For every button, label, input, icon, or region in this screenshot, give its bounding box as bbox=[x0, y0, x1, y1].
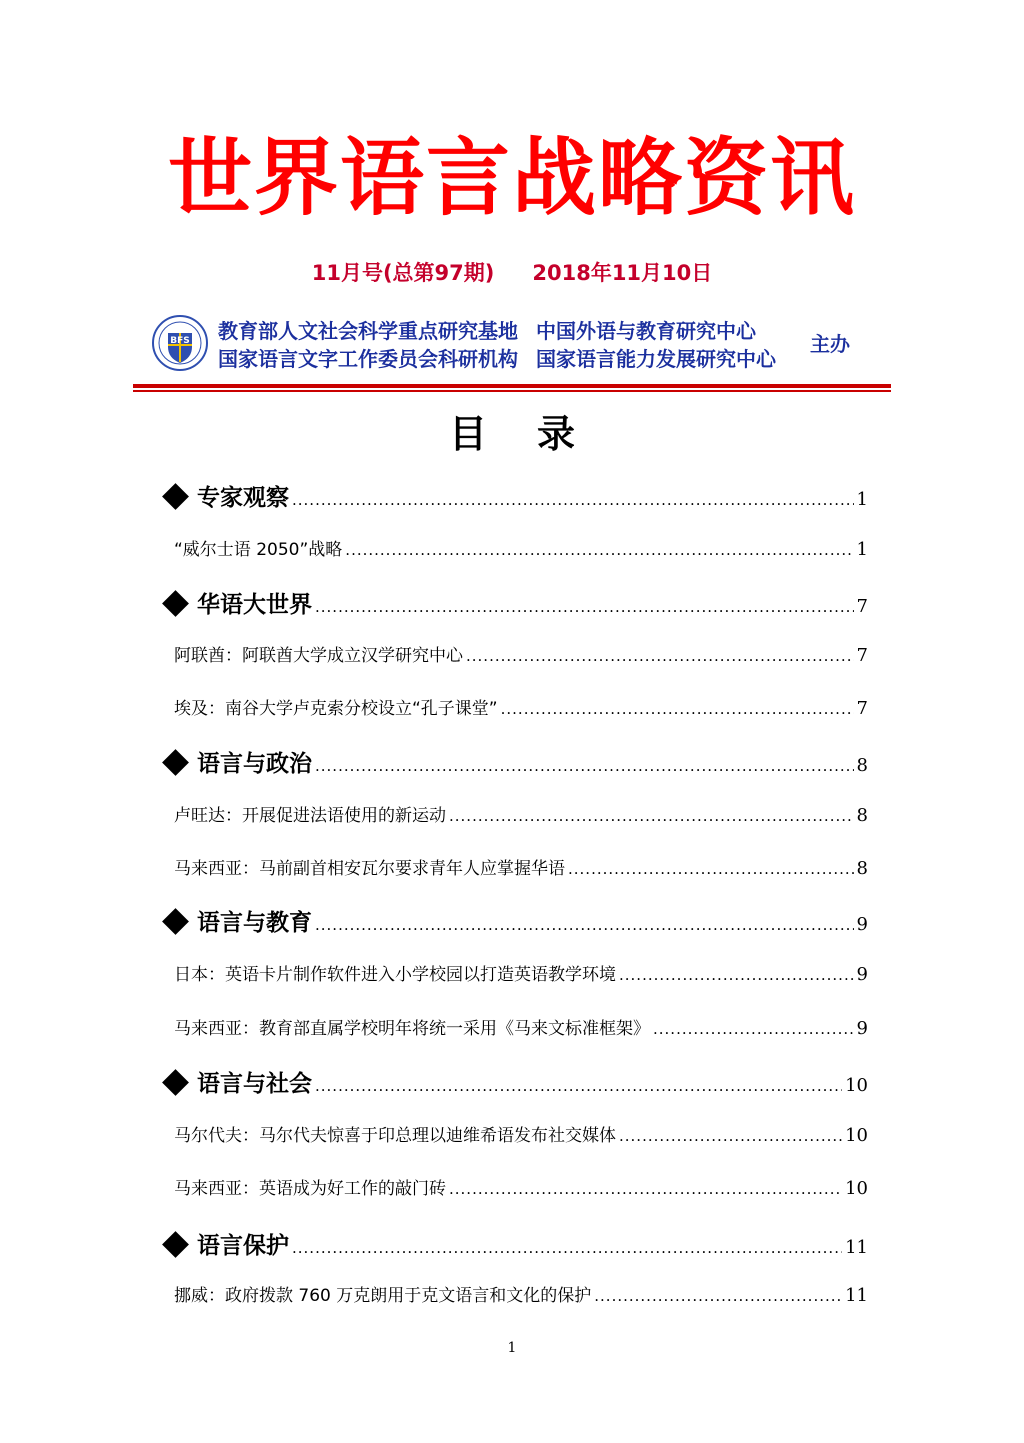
toc-entry[interactable] bbox=[174, 1015, 868, 1043]
toc-entry-title: 日本：英语卡片制作软件进入小学校园以打造英语教学环境 bbox=[174, 965, 616, 985]
issue-number: 11月号(总第97期) bbox=[311, 261, 495, 285]
toc-page-number: 8 bbox=[856, 858, 868, 879]
toc-entry-title: 马尔代夫：马尔代夫惊喜于印总理以迪维希语发布社交媒体 bbox=[174, 1126, 616, 1146]
toc-section-title: 语言与教育 bbox=[197, 910, 312, 936]
toc-entry[interactable] bbox=[174, 695, 868, 723]
toc-entry[interactable] bbox=[174, 642, 868, 670]
toc-entry-title: “威尔士语 2050”战略 bbox=[174, 540, 343, 560]
toc-page-number: 1 bbox=[856, 539, 868, 560]
toc-page-number: 9 bbox=[856, 1018, 868, 1039]
toc-page-number: 1 bbox=[856, 489, 868, 510]
dot-leader bbox=[449, 802, 854, 830]
dot-leader bbox=[315, 1070, 842, 1102]
issue-date: 2018年11月10日 bbox=[532, 261, 713, 285]
publication-title: 世界语言战略资讯 bbox=[167, 129, 856, 227]
header-divider-thick bbox=[133, 384, 891, 388]
toc-page-number: 8 bbox=[856, 805, 868, 826]
dot-leader bbox=[345, 536, 853, 564]
toc-section[interactable] bbox=[160, 589, 868, 623]
toc-entry[interactable] bbox=[174, 802, 868, 830]
dot-leader bbox=[315, 750, 854, 782]
dot-leader bbox=[315, 591, 854, 623]
toc-entry-title: 阿联酋：阿联酋大学成立汉学研究中心 bbox=[174, 646, 463, 666]
toc-section-title: 语言与社会 bbox=[197, 1071, 312, 1097]
toc-entry-title: 挪威：政府拨款 760 万克朗用于克文语言和文化的保护 bbox=[174, 1286, 592, 1306]
toc-section-title: 语言保护 bbox=[197, 1233, 289, 1259]
toc-heading: 目录 bbox=[448, 411, 625, 456]
toc-section[interactable] bbox=[160, 907, 868, 941]
toc-page-number: 11 bbox=[845, 1237, 868, 1258]
toc-entry-title: 马来西亚：英语成为好工作的敲门砖 bbox=[174, 1179, 446, 1199]
toc-page-number: 9 bbox=[856, 914, 868, 935]
diamond-bullet-icon bbox=[162, 483, 189, 510]
toc-entry[interactable] bbox=[174, 536, 868, 564]
dot-leader bbox=[292, 1232, 842, 1264]
organizer-row-2 bbox=[218, 345, 776, 373]
toc-entry[interactable] bbox=[174, 961, 868, 989]
host-label: 主办 bbox=[810, 332, 850, 356]
diamond-bullet-icon bbox=[162, 908, 189, 935]
toc-section[interactable] bbox=[160, 482, 868, 516]
toc-entry-title: 马来西亚：马前副首相安瓦尔要求青年人应掌握华语 bbox=[174, 859, 565, 879]
diamond-bullet-icon bbox=[162, 590, 189, 617]
dot-leader bbox=[466, 642, 854, 670]
toc-page-number: 7 bbox=[856, 698, 868, 719]
bfsu-emblem-icon bbox=[152, 315, 208, 371]
toc-page-number: 10 bbox=[845, 1125, 868, 1146]
toc-page-number: 8 bbox=[856, 755, 868, 776]
toc-section[interactable] bbox=[160, 1068, 868, 1102]
dot-leader bbox=[594, 1282, 842, 1310]
organizer-name: 中国外语与教育研究中心 bbox=[536, 319, 756, 343]
toc-page-number: 9 bbox=[856, 964, 868, 985]
toc-section-title: 专家观察 bbox=[197, 485, 289, 511]
toc-page-number: 7 bbox=[856, 645, 868, 666]
toc-page-number: 10 bbox=[845, 1075, 868, 1096]
toc-section[interactable] bbox=[160, 748, 868, 782]
dot-leader bbox=[568, 855, 854, 883]
toc-entry-title: 马来西亚：教育部直属学校明年将统一采用《马来文标准框架》 bbox=[174, 1019, 650, 1039]
emblem-lettering: BFS bbox=[170, 336, 190, 346]
issue-line bbox=[0, 255, 1024, 291]
toc-entry[interactable] bbox=[174, 855, 868, 883]
organizer-name: 教育部人文社会科学重点研究基地 bbox=[218, 319, 518, 343]
dot-leader bbox=[619, 961, 854, 989]
toc-entry-title: 卢旺达：开展促进法语使用的新运动 bbox=[174, 806, 446, 826]
toc-entry[interactable] bbox=[174, 1122, 868, 1150]
dot-leader bbox=[619, 1122, 842, 1150]
toc-section-title: 华语大世界 bbox=[197, 592, 312, 618]
organizer-name: 国家语言能力发展研究中心 bbox=[536, 347, 776, 371]
organizer-list bbox=[218, 317, 776, 373]
toc-page-number: 11 bbox=[845, 1285, 868, 1306]
diamond-bullet-icon bbox=[162, 749, 189, 776]
diamond-bullet-icon bbox=[162, 1069, 189, 1096]
organizer-name: 国家语言文字工作委员会科研机构 bbox=[218, 347, 518, 371]
toc-entry-title: 埃及：南谷大学卢克索分校设立“孔子课堂” bbox=[174, 699, 498, 719]
dot-leader bbox=[292, 484, 854, 516]
dot-leader bbox=[449, 1175, 842, 1203]
dot-leader bbox=[501, 695, 854, 723]
header-divider-thin bbox=[133, 390, 891, 392]
toc-page-number: 10 bbox=[845, 1178, 868, 1199]
toc-page-number: 7 bbox=[856, 596, 868, 617]
toc-entry[interactable] bbox=[174, 1282, 868, 1310]
page-number: 1 bbox=[507, 1340, 517, 1356]
toc-section[interactable] bbox=[160, 1230, 868, 1264]
toc-section-title: 语言与政治 bbox=[197, 751, 312, 777]
dot-leader bbox=[653, 1015, 854, 1043]
dot-leader bbox=[315, 909, 854, 941]
diamond-bullet-icon bbox=[162, 1231, 189, 1258]
toc-entry[interactable] bbox=[174, 1175, 868, 1203]
organizer-row-1 bbox=[218, 317, 776, 345]
